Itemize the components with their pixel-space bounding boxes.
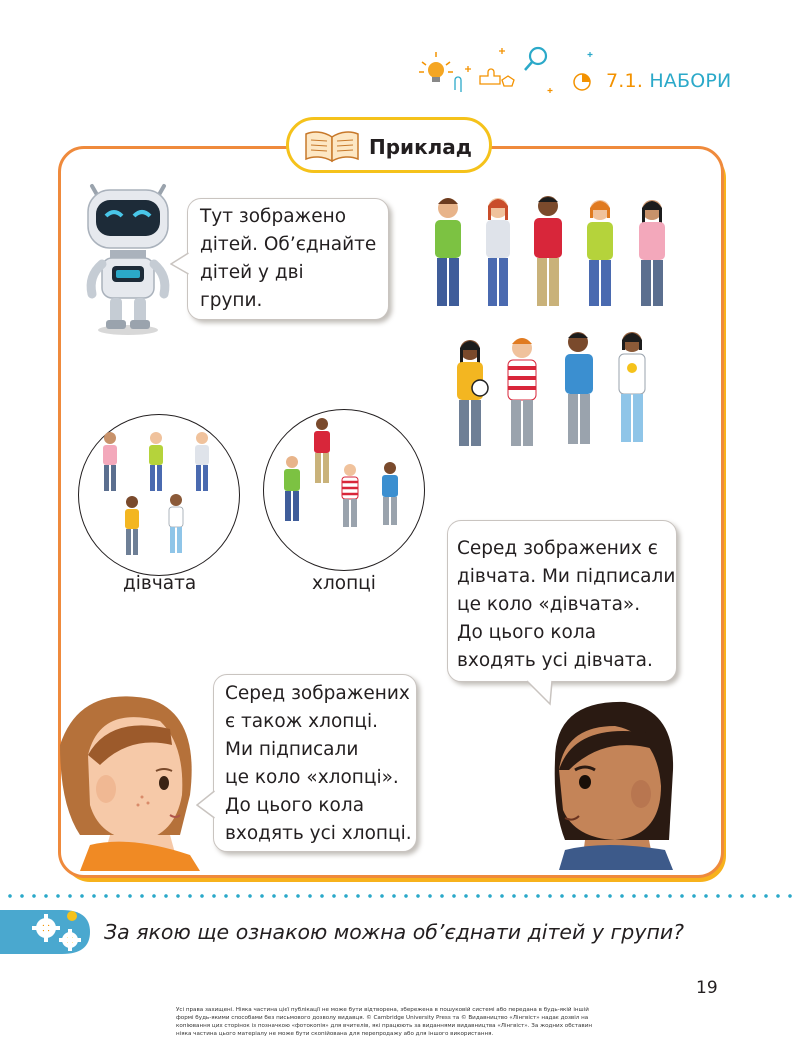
copyright-line: Усі права захищені. Ніяка частина цієї публікації не може бути відтворена, збережена в пошуковій системі або передана в будь-якій іншій bbox=[176, 1007, 589, 1013]
page-number: 19 bbox=[696, 978, 718, 998]
child-figure bbox=[382, 462, 398, 525]
child-figure bbox=[195, 432, 209, 491]
section-number: 7.1. bbox=[606, 70, 644, 92]
bubble-line: входять усі хлопці. bbox=[225, 823, 412, 844]
child-figure bbox=[125, 496, 139, 555]
magnifier-icon bbox=[525, 48, 546, 70]
bubble-line: групи. bbox=[200, 290, 263, 311]
boys-in-circle bbox=[280, 416, 410, 536]
copyright-notice bbox=[176, 1006, 646, 1038]
open-book-icon bbox=[303, 129, 361, 163]
child-figure bbox=[639, 200, 665, 306]
child-figure bbox=[103, 432, 117, 491]
bubble-line: дітей у дві bbox=[200, 262, 304, 283]
pie-chart-icon bbox=[574, 74, 590, 90]
puzzle-icon bbox=[480, 69, 514, 86]
section-name: НАБОРИ bbox=[649, 70, 732, 92]
bubble-line: До цього кола bbox=[225, 795, 365, 816]
bubble-line: дівчата. Ми підписали bbox=[457, 566, 676, 587]
example-title: Приклад bbox=[369, 135, 472, 159]
child-figure bbox=[314, 418, 330, 483]
lightbulb-icon bbox=[419, 52, 453, 82]
girl-speech-bubble bbox=[213, 674, 417, 852]
bubble-line: Ми підписали bbox=[225, 739, 359, 760]
child-figure bbox=[508, 338, 536, 446]
bubble-tail bbox=[170, 252, 190, 276]
bubble-line: Серед зображених є bbox=[457, 538, 658, 559]
bubble-line: входять усі дівчата. bbox=[457, 650, 653, 671]
bubble-line: Тут зображено bbox=[200, 206, 347, 227]
copyright-line: формі будь-якими способами без письмового дозволу видавця. © Cambridge University Press та © Видавництво «Лінгвіст» надає дозвіл на bbox=[176, 1015, 589, 1021]
robot-speech-bubble bbox=[187, 198, 389, 320]
boy-speech-bubble bbox=[447, 520, 677, 682]
bubble-line: це коло «хлопці». bbox=[225, 767, 399, 788]
child-figure bbox=[169, 494, 183, 553]
girls-in-circle bbox=[96, 428, 226, 563]
child-figure bbox=[534, 196, 562, 306]
boys-set-label: хлопці bbox=[312, 573, 376, 594]
girl-illustration bbox=[60, 685, 210, 871]
child-figure bbox=[149, 432, 163, 491]
robot-illustration bbox=[78, 178, 178, 338]
child-figure bbox=[619, 332, 645, 442]
child-figure bbox=[284, 456, 300, 521]
child-figure bbox=[486, 198, 510, 306]
girls-set-label: дівчата bbox=[123, 573, 197, 594]
header-decoration bbox=[410, 40, 605, 100]
question-text: За якою ще ознакою можна об’єднати дітей у групи? bbox=[104, 920, 685, 944]
child-figure bbox=[587, 200, 613, 306]
sparkle-icon bbox=[465, 48, 593, 93]
bubble-line: є також хлопці. bbox=[225, 711, 378, 732]
bubble-line: це коло «дівчата». bbox=[457, 594, 641, 615]
example-title-pill bbox=[286, 117, 492, 173]
child-figure bbox=[342, 464, 358, 527]
child-figure bbox=[435, 198, 461, 306]
child-figure bbox=[457, 340, 488, 446]
child-figure bbox=[565, 332, 593, 444]
paperclip-icon bbox=[455, 77, 461, 92]
bubble-line: До цього кола bbox=[457, 622, 597, 643]
copyright-line: ніяка частина цього матеріалу не може бути скопійована для перепродажу або для іншого використання. bbox=[176, 1031, 494, 1037]
bubble-line: дітей. Об’єднайте bbox=[200, 234, 377, 255]
section-title bbox=[606, 70, 731, 92]
copyright-line: копіювання цих сторінок із позначкою «фотокопія» для вчителів, які працюють за виданнями видавництва «Лінгвіст». За жодних обставин bbox=[176, 1023, 593, 1029]
section-divider bbox=[4, 894, 794, 898]
bubble-line: Серед зображених bbox=[225, 683, 410, 704]
children-group-illustration bbox=[420, 190, 710, 460]
boy-illustration bbox=[545, 690, 675, 870]
gears-icon bbox=[0, 906, 96, 958]
